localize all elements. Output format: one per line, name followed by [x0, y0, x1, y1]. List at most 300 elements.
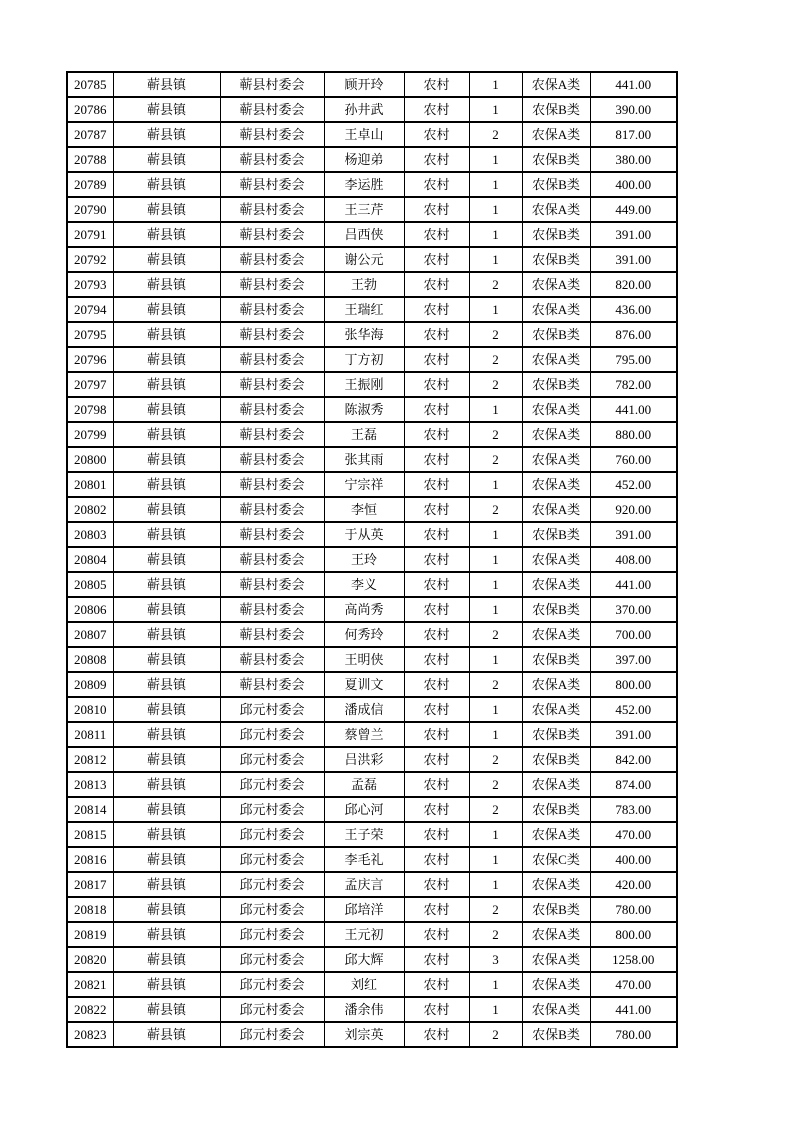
cell-person-count: 1 [469, 472, 522, 497]
cell-town: 蕲县镇 [113, 872, 220, 897]
cell-serial-no: 20804 [67, 547, 113, 572]
cell-household-type: 农村 [404, 497, 469, 522]
cell-person-count: 2 [469, 1022, 522, 1047]
cell-person-name: 蔡曾兰 [324, 722, 404, 747]
cell-household-type: 农村 [404, 772, 469, 797]
cell-town: 蕲县镇 [113, 297, 220, 322]
cell-household-type: 农村 [404, 847, 469, 872]
cell-insurance-category: 农保B类 [522, 647, 590, 672]
cell-serial-no: 20818 [67, 897, 113, 922]
cell-town: 蕲县镇 [113, 772, 220, 797]
table-row [67, 897, 677, 922]
cell-person-count: 1 [469, 572, 522, 597]
cell-village-committee: 邱元村委会 [220, 947, 324, 972]
cell-household-type: 农村 [404, 697, 469, 722]
cell-insurance-category: 农保A类 [522, 922, 590, 947]
cell-person-name: 丁方初 [324, 347, 404, 372]
cell-person-name: 邱心河 [324, 797, 404, 822]
cell-serial-no: 20822 [67, 997, 113, 1022]
cell-person-count: 1 [469, 247, 522, 272]
cell-household-type: 农村 [404, 622, 469, 647]
table-row [67, 822, 677, 847]
cell-insurance-category: 农保B类 [522, 897, 590, 922]
cell-person-name: 李义 [324, 572, 404, 597]
cell-household-type: 农村 [404, 322, 469, 347]
cell-village-committee: 邱元村委会 [220, 897, 324, 922]
cell-town: 蕲县镇 [113, 97, 220, 122]
cell-amount: 1258.00 [590, 947, 677, 972]
cell-insurance-category: 农保A类 [522, 697, 590, 722]
cell-town: 蕲县镇 [113, 347, 220, 372]
cell-serial-no: 20791 [67, 222, 113, 247]
cell-village-committee: 邱元村委会 [220, 997, 324, 1022]
table-row [67, 147, 677, 172]
cell-person-name: 何秀玲 [324, 622, 404, 647]
cell-person-name: 刘红 [324, 972, 404, 997]
cell-town: 蕲县镇 [113, 622, 220, 647]
cell-person-count: 1 [469, 722, 522, 747]
cell-village-committee: 邱元村委会 [220, 872, 324, 897]
table-row [67, 672, 677, 697]
cell-insurance-category: 农保A类 [522, 447, 590, 472]
cell-insurance-category: 农保B类 [522, 522, 590, 547]
cell-town: 蕲县镇 [113, 747, 220, 772]
cell-village-committee: 蕲县村委会 [220, 297, 324, 322]
cell-person-count: 2 [469, 622, 522, 647]
cell-amount: 452.00 [590, 697, 677, 722]
cell-serial-no: 20817 [67, 872, 113, 897]
cell-town: 蕲县镇 [113, 272, 220, 297]
cell-insurance-category: 农保A类 [522, 272, 590, 297]
table-row [67, 422, 677, 447]
cell-person-count: 1 [469, 522, 522, 547]
table-row [67, 97, 677, 122]
cell-amount: 390.00 [590, 97, 677, 122]
cell-person-count: 1 [469, 197, 522, 222]
cell-serial-no: 20803 [67, 522, 113, 547]
cell-serial-no: 20802 [67, 497, 113, 522]
cell-amount: 800.00 [590, 922, 677, 947]
cell-village-committee: 蕲县村委会 [220, 547, 324, 572]
cell-serial-no: 20788 [67, 147, 113, 172]
cell-town: 蕲县镇 [113, 172, 220, 197]
cell-person-name: 王元初 [324, 922, 404, 947]
cell-person-count: 2 [469, 422, 522, 447]
table-row [67, 947, 677, 972]
table-row [67, 297, 677, 322]
table-row [67, 172, 677, 197]
cell-village-committee: 蕲县村委会 [220, 72, 324, 97]
table-row [67, 372, 677, 397]
cell-person-count: 1 [469, 822, 522, 847]
cell-amount: 470.00 [590, 822, 677, 847]
cell-person-name: 王瑞红 [324, 297, 404, 322]
table-row [67, 722, 677, 747]
cell-village-committee: 邱元村委会 [220, 1022, 324, 1047]
cell-household-type: 农村 [404, 122, 469, 147]
cell-person-name: 夏训文 [324, 672, 404, 697]
cell-insurance-category: 农保A类 [522, 72, 590, 97]
cell-village-committee: 蕲县村委会 [220, 247, 324, 272]
cell-household-type: 农村 [404, 547, 469, 572]
cell-serial-no: 20796 [67, 347, 113, 372]
cell-insurance-category: 农保A类 [522, 572, 590, 597]
cell-person-name: 王玲 [324, 547, 404, 572]
cell-town: 蕲县镇 [113, 522, 220, 547]
table-row [67, 622, 677, 647]
cell-person-count: 1 [469, 547, 522, 572]
cell-amount: 700.00 [590, 622, 677, 647]
cell-village-committee: 蕲县村委会 [220, 422, 324, 447]
cell-amount: 874.00 [590, 772, 677, 797]
cell-household-type: 农村 [404, 972, 469, 997]
cell-town: 蕲县镇 [113, 972, 220, 997]
cell-insurance-category: 农保B类 [522, 222, 590, 247]
cell-amount: 470.00 [590, 972, 677, 997]
cell-serial-no: 20798 [67, 397, 113, 422]
cell-serial-no: 20801 [67, 472, 113, 497]
cell-household-type: 农村 [404, 197, 469, 222]
cell-town: 蕲县镇 [113, 322, 220, 347]
table-row [67, 497, 677, 522]
cell-household-type: 农村 [404, 172, 469, 197]
cell-insurance-category: 农保B类 [522, 322, 590, 347]
cell-insurance-category: 农保A类 [522, 297, 590, 322]
cell-insurance-category: 农保A类 [522, 872, 590, 897]
cell-village-committee: 邱元村委会 [220, 972, 324, 997]
cell-insurance-category: 农保B类 [522, 722, 590, 747]
cell-amount: 391.00 [590, 222, 677, 247]
cell-household-type: 农村 [404, 147, 469, 172]
cell-village-committee: 邱元村委会 [220, 697, 324, 722]
cell-serial-no: 20805 [67, 572, 113, 597]
cell-village-committee: 蕲县村委会 [220, 447, 324, 472]
cell-person-name: 邱大辉 [324, 947, 404, 972]
table-row [67, 247, 677, 272]
cell-amount: 436.00 [590, 297, 677, 322]
cell-person-name: 吕西侠 [324, 222, 404, 247]
cell-serial-no: 20795 [67, 322, 113, 347]
cell-person-name: 吕洪彩 [324, 747, 404, 772]
table-row [67, 597, 677, 622]
cell-insurance-category: 农保B类 [522, 247, 590, 272]
cell-person-count: 2 [469, 497, 522, 522]
table-row [67, 697, 677, 722]
cell-household-type: 农村 [404, 97, 469, 122]
cell-village-committee: 邱元村委会 [220, 747, 324, 772]
cell-insurance-category: 农保A类 [522, 472, 590, 497]
cell-household-type: 农村 [404, 1022, 469, 1047]
cell-household-type: 农村 [404, 422, 469, 447]
cell-household-type: 农村 [404, 797, 469, 822]
cell-serial-no: 20792 [67, 247, 113, 272]
table-row [67, 572, 677, 597]
cell-village-committee: 蕲县村委会 [220, 622, 324, 647]
table-row [67, 872, 677, 897]
cell-town: 蕲县镇 [113, 247, 220, 272]
cell-person-name: 高尚秀 [324, 597, 404, 622]
cell-village-committee: 邱元村委会 [220, 772, 324, 797]
cell-amount: 441.00 [590, 397, 677, 422]
cell-person-count: 2 [469, 447, 522, 472]
cell-serial-no: 20816 [67, 847, 113, 872]
cell-household-type: 农村 [404, 572, 469, 597]
cell-person-name: 潘余伟 [324, 997, 404, 1022]
cell-serial-no: 20809 [67, 672, 113, 697]
table-row [67, 397, 677, 422]
insurance-payment-table [66, 71, 678, 1048]
cell-person-count: 2 [469, 922, 522, 947]
cell-household-type: 农村 [404, 72, 469, 97]
cell-insurance-category: 农保A类 [522, 997, 590, 1022]
cell-person-name: 刘宗英 [324, 1022, 404, 1047]
cell-amount: 876.00 [590, 322, 677, 347]
cell-amount: 400.00 [590, 172, 677, 197]
cell-insurance-category: 农保A类 [522, 972, 590, 997]
cell-town: 蕲县镇 [113, 922, 220, 947]
table-row [67, 72, 677, 97]
cell-insurance-category: 农保A类 [522, 197, 590, 222]
cell-household-type: 农村 [404, 822, 469, 847]
cell-person-count: 1 [469, 872, 522, 897]
cell-person-count: 3 [469, 947, 522, 972]
cell-amount: 408.00 [590, 547, 677, 572]
table-row [67, 222, 677, 247]
cell-village-committee: 蕲县村委会 [220, 647, 324, 672]
cell-insurance-category: 农保A类 [522, 347, 590, 372]
cell-insurance-category: 农保B类 [522, 147, 590, 172]
cell-person-count: 1 [469, 222, 522, 247]
cell-village-committee: 蕲县村委会 [220, 172, 324, 197]
cell-amount: 820.00 [590, 272, 677, 297]
cell-serial-no: 20797 [67, 372, 113, 397]
cell-household-type: 农村 [404, 747, 469, 772]
cell-person-count: 1 [469, 847, 522, 872]
cell-insurance-category: 农保A类 [522, 547, 590, 572]
cell-village-committee: 蕲县村委会 [220, 397, 324, 422]
cell-household-type: 农村 [404, 397, 469, 422]
cell-household-type: 农村 [404, 672, 469, 697]
cell-amount: 817.00 [590, 122, 677, 147]
cell-insurance-category: 农保A类 [522, 822, 590, 847]
cell-village-committee: 蕲县村委会 [220, 122, 324, 147]
cell-amount: 782.00 [590, 372, 677, 397]
cell-village-committee: 蕲县村委会 [220, 147, 324, 172]
table-row [67, 472, 677, 497]
cell-amount: 760.00 [590, 447, 677, 472]
cell-household-type: 农村 [404, 297, 469, 322]
cell-amount: 441.00 [590, 72, 677, 97]
cell-insurance-category: 农保A类 [522, 947, 590, 972]
cell-household-type: 农村 [404, 247, 469, 272]
cell-village-committee: 蕲县村委会 [220, 372, 324, 397]
cell-amount: 920.00 [590, 497, 677, 522]
cell-village-committee: 蕲县村委会 [220, 197, 324, 222]
cell-household-type: 农村 [404, 897, 469, 922]
cell-town: 蕲县镇 [113, 947, 220, 972]
cell-serial-no: 20808 [67, 647, 113, 672]
cell-insurance-category: 农保A类 [522, 772, 590, 797]
cell-amount: 783.00 [590, 797, 677, 822]
cell-amount: 370.00 [590, 597, 677, 622]
cell-town: 蕲县镇 [113, 672, 220, 697]
cell-amount: 449.00 [590, 197, 677, 222]
cell-person-count: 1 [469, 997, 522, 1022]
cell-person-name: 张华海 [324, 322, 404, 347]
cell-serial-no: 20813 [67, 772, 113, 797]
cell-town: 蕲县镇 [113, 897, 220, 922]
cell-village-committee: 蕲县村委会 [220, 472, 324, 497]
cell-serial-no: 20785 [67, 72, 113, 97]
cell-town: 蕲县镇 [113, 72, 220, 97]
cell-amount: 452.00 [590, 472, 677, 497]
cell-person-name: 王勃 [324, 272, 404, 297]
cell-amount: 795.00 [590, 347, 677, 372]
cell-household-type: 农村 [404, 272, 469, 297]
table-row [67, 747, 677, 772]
cell-person-count: 1 [469, 597, 522, 622]
cell-town: 蕲县镇 [113, 697, 220, 722]
cell-town: 蕲县镇 [113, 547, 220, 572]
cell-insurance-category: 农保B类 [522, 372, 590, 397]
table-row [67, 447, 677, 472]
table-row [67, 922, 677, 947]
cell-serial-no: 20819 [67, 922, 113, 947]
cell-village-committee: 蕲县村委会 [220, 497, 324, 522]
cell-person-count: 2 [469, 272, 522, 297]
table-row [67, 272, 677, 297]
cell-insurance-category: 农保A类 [522, 397, 590, 422]
cell-household-type: 农村 [404, 947, 469, 972]
cell-person-name: 李恒 [324, 497, 404, 522]
table-row [67, 347, 677, 372]
cell-serial-no: 20793 [67, 272, 113, 297]
cell-household-type: 农村 [404, 522, 469, 547]
cell-town: 蕲县镇 [113, 597, 220, 622]
cell-village-committee: 邱元村委会 [220, 847, 324, 872]
cell-amount: 380.00 [590, 147, 677, 172]
cell-household-type: 农村 [404, 472, 469, 497]
cell-amount: 842.00 [590, 747, 677, 772]
cell-person-count: 1 [469, 172, 522, 197]
cell-amount: 420.00 [590, 872, 677, 897]
cell-person-name: 顾开玲 [324, 72, 404, 97]
cell-person-count: 1 [469, 397, 522, 422]
cell-person-count: 2 [469, 347, 522, 372]
cell-person-name: 宁宗祥 [324, 472, 404, 497]
cell-amount: 397.00 [590, 647, 677, 672]
cell-serial-no: 20799 [67, 422, 113, 447]
cell-person-name: 杨迎弟 [324, 147, 404, 172]
cell-person-count: 2 [469, 897, 522, 922]
cell-serial-no: 20806 [67, 597, 113, 622]
cell-amount: 780.00 [590, 1022, 677, 1047]
cell-town: 蕲县镇 [113, 122, 220, 147]
cell-town: 蕲县镇 [113, 222, 220, 247]
cell-amount: 391.00 [590, 522, 677, 547]
cell-town: 蕲县镇 [113, 397, 220, 422]
cell-person-count: 2 [469, 322, 522, 347]
cell-insurance-category: 农保A类 [522, 622, 590, 647]
cell-village-committee: 邱元村委会 [220, 797, 324, 822]
cell-serial-no: 20790 [67, 197, 113, 222]
cell-person-name: 孟磊 [324, 772, 404, 797]
cell-serial-no: 20789 [67, 172, 113, 197]
cell-village-committee: 蕲县村委会 [220, 572, 324, 597]
cell-person-name: 王磊 [324, 422, 404, 447]
cell-person-count: 2 [469, 372, 522, 397]
cell-person-name: 王子荣 [324, 822, 404, 847]
table-row [67, 772, 677, 797]
cell-person-name: 李毛礼 [324, 847, 404, 872]
cell-person-name: 谢公元 [324, 247, 404, 272]
table-row [67, 1022, 677, 1047]
cell-person-name: 陈淑秀 [324, 397, 404, 422]
cell-insurance-category: 农保C类 [522, 847, 590, 872]
cell-town: 蕲县镇 [113, 822, 220, 847]
cell-serial-no: 20810 [67, 697, 113, 722]
cell-serial-no: 20814 [67, 797, 113, 822]
table-row [67, 547, 677, 572]
cell-village-committee: 蕲县村委会 [220, 347, 324, 372]
cell-person-count: 2 [469, 747, 522, 772]
cell-town: 蕲县镇 [113, 722, 220, 747]
cell-serial-no: 20811 [67, 722, 113, 747]
cell-village-committee: 蕲县村委会 [220, 672, 324, 697]
table-row [67, 997, 677, 1022]
cell-amount: 391.00 [590, 247, 677, 272]
cell-town: 蕲县镇 [113, 422, 220, 447]
cell-serial-no: 20787 [67, 122, 113, 147]
cell-town: 蕲县镇 [113, 572, 220, 597]
cell-amount: 441.00 [590, 997, 677, 1022]
cell-village-committee: 蕲县村委会 [220, 322, 324, 347]
cell-town: 蕲县镇 [113, 147, 220, 172]
cell-village-committee: 蕲县村委会 [220, 522, 324, 547]
cell-person-name: 王振刚 [324, 372, 404, 397]
cell-amount: 780.00 [590, 897, 677, 922]
cell-person-name: 王卓山 [324, 122, 404, 147]
cell-person-name: 孙井武 [324, 97, 404, 122]
table-row [67, 322, 677, 347]
cell-village-committee: 邱元村委会 [220, 722, 324, 747]
cell-insurance-category: 农保A类 [522, 497, 590, 522]
cell-town: 蕲县镇 [113, 797, 220, 822]
cell-person-name: 王明侠 [324, 647, 404, 672]
cell-person-name: 李运胜 [324, 172, 404, 197]
cell-amount: 441.00 [590, 572, 677, 597]
records-table-body [67, 72, 677, 1047]
cell-person-count: 2 [469, 672, 522, 697]
cell-household-type: 农村 [404, 372, 469, 397]
cell-household-type: 农村 [404, 447, 469, 472]
table-row [67, 797, 677, 822]
cell-person-count: 1 [469, 647, 522, 672]
cell-serial-no: 20786 [67, 97, 113, 122]
cell-person-count: 1 [469, 297, 522, 322]
cell-village-committee: 蕲县村委会 [220, 97, 324, 122]
cell-person-count: 1 [469, 97, 522, 122]
cell-town: 蕲县镇 [113, 1022, 220, 1047]
cell-person-count: 2 [469, 797, 522, 822]
cell-amount: 391.00 [590, 722, 677, 747]
cell-insurance-category: 农保A类 [522, 672, 590, 697]
cell-person-count: 1 [469, 697, 522, 722]
cell-household-type: 农村 [404, 722, 469, 747]
cell-village-committee: 蕲县村委会 [220, 222, 324, 247]
cell-household-type: 农村 [404, 997, 469, 1022]
cell-household-type: 农村 [404, 647, 469, 672]
